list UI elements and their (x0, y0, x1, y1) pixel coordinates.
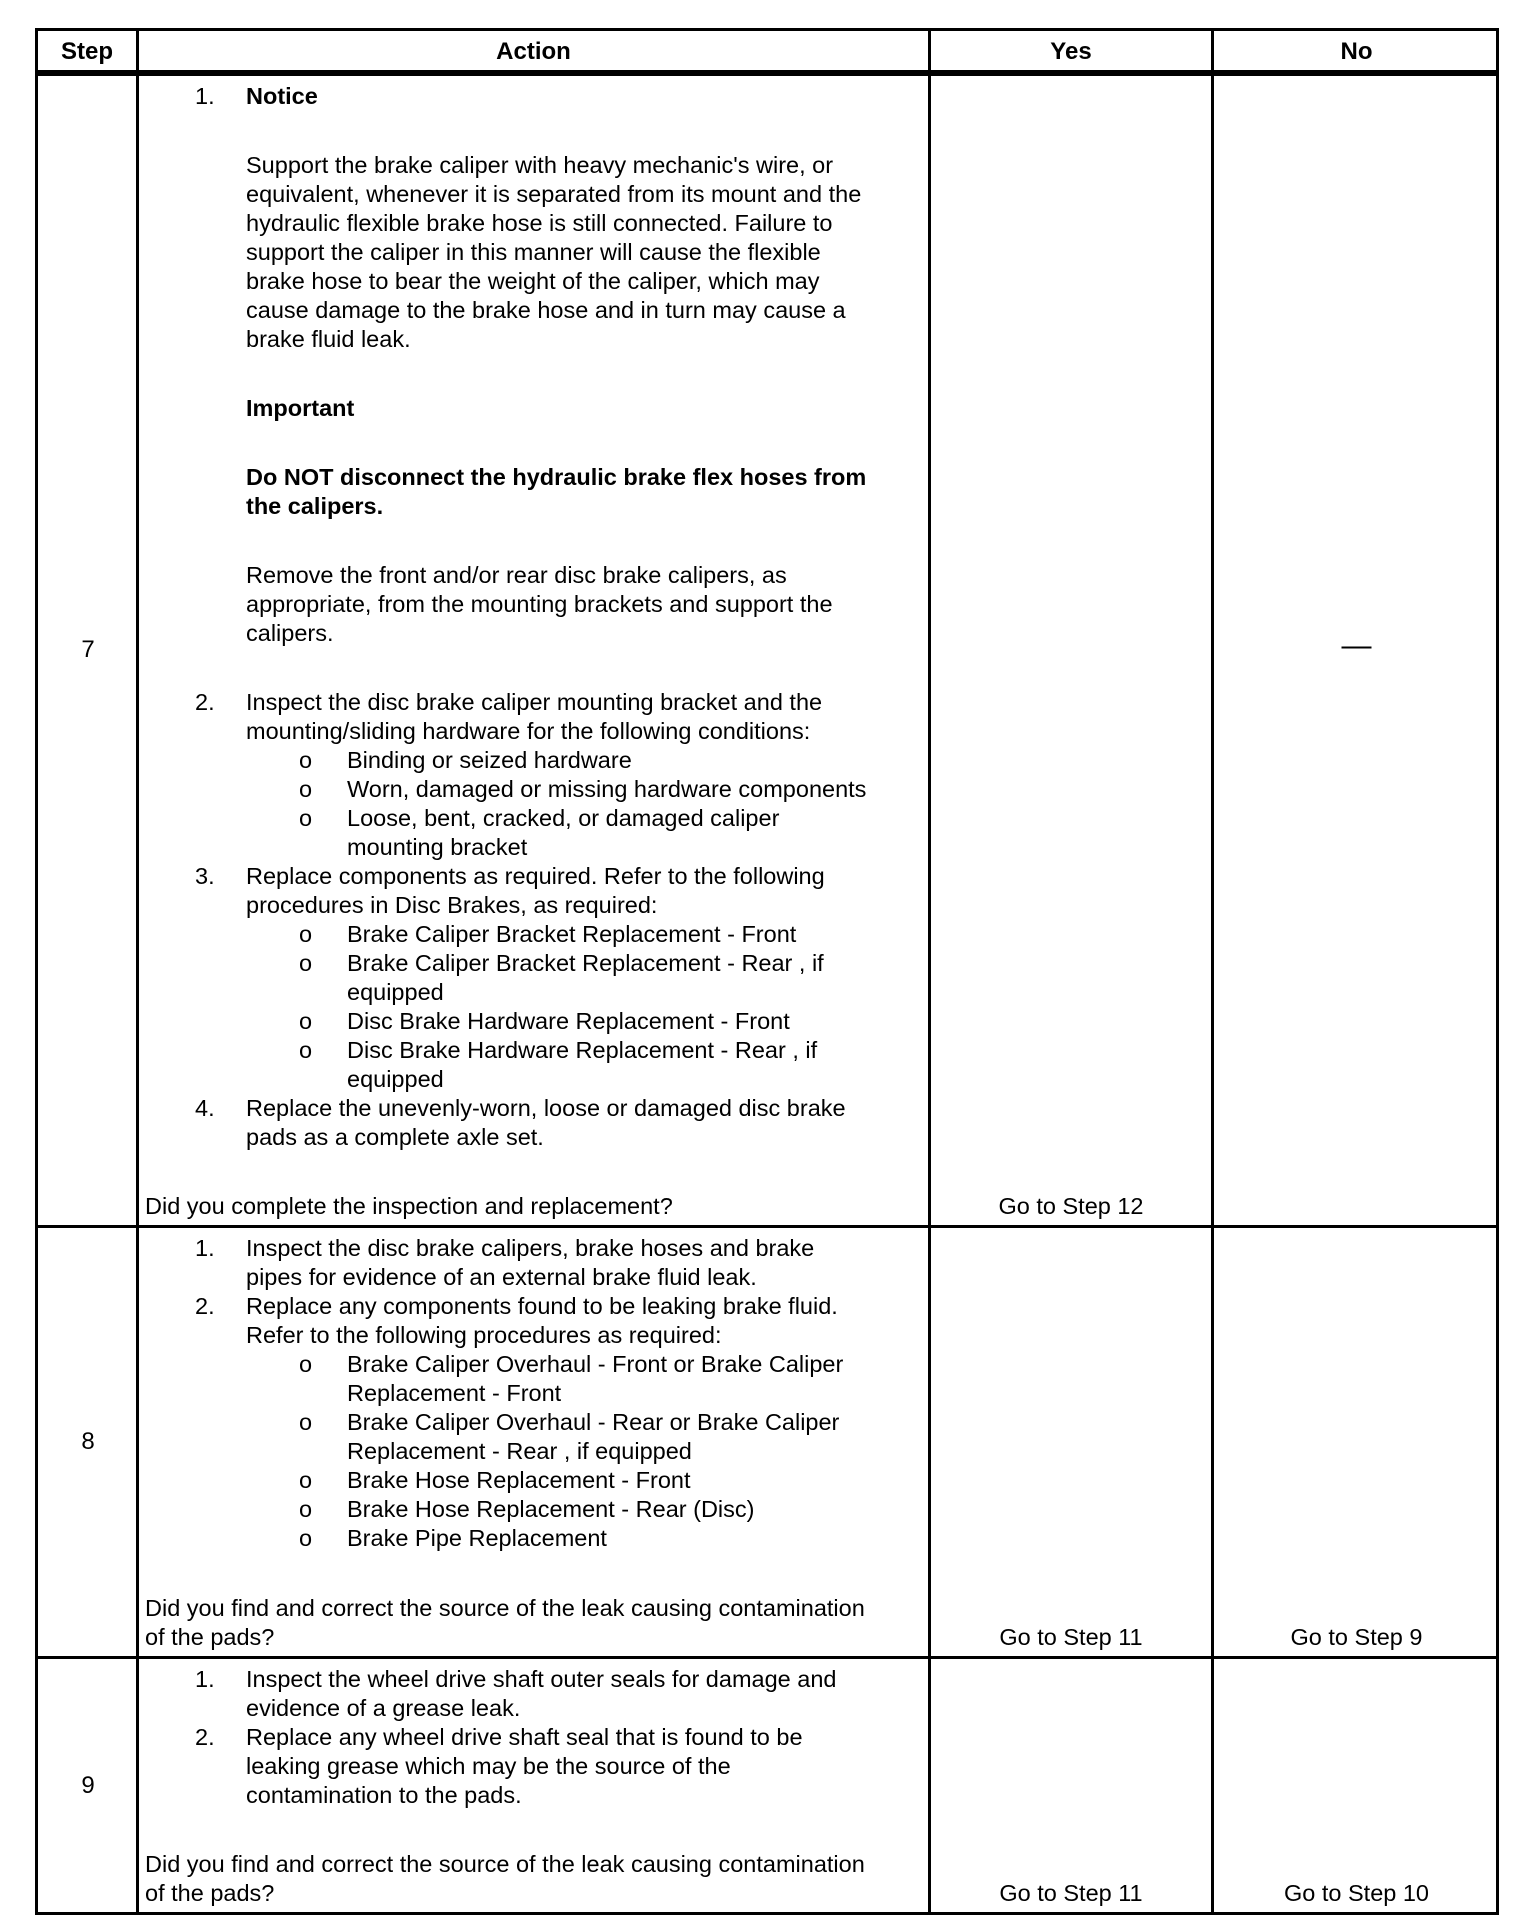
notice-line: support the caliper in this manner will cause the flexible (246, 239, 821, 265)
header-divider (38, 73, 1496, 76)
instruction-line: contamination to the pads. (246, 1782, 522, 1808)
list-number: 4. (195, 1095, 215, 1121)
bullet-marker: o (299, 1351, 313, 1377)
procedure-link[interactable]: Brake Pipe Replacement (347, 1525, 607, 1551)
no-answer[interactable]: Go to Step 10 (1283, 1880, 1430, 1906)
list-number: 3. (195, 863, 215, 889)
bullet-marker: o (299, 1037, 313, 1063)
header-no: No (1340, 38, 1373, 65)
instruction-line: Inspect the wheel drive shaft outer seals for damage and (246, 1666, 837, 1692)
list-number: 1. (195, 1235, 215, 1261)
notice-line: brake hose to bear the weight of the caliper, which may (246, 268, 820, 294)
remove-line: calipers. (246, 620, 334, 646)
step-number: 8 (81, 1428, 95, 1455)
important-title: Important (246, 395, 355, 421)
yes-answer[interactable]: Go to Step 12 (998, 1193, 1144, 1219)
yes-answer[interactable]: Go to Step 11 (999, 1624, 1143, 1650)
bullet-marker: o (299, 950, 313, 976)
replace-line: Replace components as required. Refer to the following (246, 863, 825, 889)
inspect-line: mounting/sliding hardware for the following conditions: (246, 718, 811, 744)
step-question: Did you find and correct the source of the leak causing contamination (145, 1851, 865, 1877)
step-number: 9 (81, 1772, 95, 1799)
list-number: 2. (195, 1293, 215, 1319)
notice-line: hydraulic flexible brake hose is still connected. Failure to (246, 210, 833, 236)
procedure-link[interactable]: Brake Hose Replacement - Rear (Disc) (347, 1496, 755, 1522)
remove-line: Remove the front and/or rear disc brake calipers, as (246, 562, 787, 588)
no-answer[interactable]: Go to Step 9 (1290, 1624, 1423, 1650)
important-line: the calipers. (246, 493, 384, 519)
bullet-marker: o (299, 1409, 313, 1435)
instruction-line: pipes for evidence of an external brake fluid leak. (246, 1264, 757, 1290)
condition-item: Loose, bent, cracked, or damaged caliper (347, 805, 780, 831)
instruction-line: evidence of a grease leak. (246, 1695, 521, 1721)
pads-line: pads as a complete axle set. (246, 1124, 544, 1150)
instruction-line: Refer to the following procedures as required: (246, 1322, 722, 1348)
step-question: Did you complete the inspection and replacement? (145, 1193, 673, 1219)
procedure-link[interactable]: Disc Brake Hardware Replacement - Rear , if (347, 1037, 818, 1063)
procedure-link[interactable]: Brake Caliper Bracket Replacement - Rear , if (347, 950, 824, 976)
important-line: Do NOT disconnect the hydraulic brake flex hoses from (246, 464, 867, 490)
notice-line: Support the brake caliper with heavy mechanic's wire, or (246, 152, 834, 178)
procedure-link-cont: equipped (347, 979, 444, 1005)
bullet-marker: o (299, 1008, 313, 1034)
bullet-marker: o (299, 1467, 313, 1493)
notice-line: brake fluid leak. (246, 326, 411, 352)
instruction-line: Inspect the disc brake calipers, brake hoses and brake (246, 1235, 815, 1261)
list-number: 2. (195, 1724, 215, 1750)
inspect-line: Inspect the disc brake caliper mounting bracket and the (246, 689, 823, 715)
condition-item: Worn, damaged or missing hardware components (347, 776, 867, 802)
step-number: 7 (81, 636, 95, 663)
yes-answer[interactable]: Go to Step 11 (999, 1880, 1143, 1906)
replace-line: procedures in Disc Brakes, as required: (246, 892, 658, 918)
bullet-marker: o (299, 747, 313, 773)
list-number: 1. (195, 1666, 215, 1692)
list-number: 2. (195, 689, 215, 715)
bullet-marker: o (299, 776, 313, 802)
bullet-marker: o (299, 1496, 313, 1522)
bullet-marker: o (299, 805, 313, 831)
bullet-marker: o (299, 1525, 313, 1551)
bullet-marker: o (299, 921, 313, 947)
condition-item: Binding or seized hardware (347, 747, 632, 773)
header-action: Action (496, 38, 571, 65)
procedure-link[interactable]: Brake Caliper Overhaul - Rear or Brake Caliper (347, 1409, 840, 1435)
procedure-link[interactable]: Brake Caliper Bracket Replacement - Front (347, 921, 797, 947)
header-yes: Yes (1050, 38, 1092, 65)
no-answer: — (1341, 629, 1372, 662)
list-number: 1. (195, 83, 215, 109)
notice-line: equivalent, whenever it is separated from its mount and the (246, 181, 862, 207)
instruction-line: Replace any wheel drive shaft seal that is found to be (246, 1724, 803, 1750)
procedure-link[interactable]: Brake Hose Replacement - Front (347, 1467, 691, 1493)
pads-line: Replace the unevenly-worn, loose or damaged disc brake (246, 1095, 846, 1121)
diagnostic-table (35, 28, 1499, 1915)
remove-line: appropriate, from the mounting brackets and support the (246, 591, 833, 617)
notice-title: Notice (246, 83, 318, 109)
instruction-line: leaking grease which may be the source of the (246, 1753, 731, 1779)
step-question: Did you find and correct the source of the leak causing contamination (145, 1595, 865, 1621)
procedure-link-cont: equipped (347, 1066, 444, 1092)
header-step: Step (60, 38, 113, 65)
procedure-link[interactable]: Disc Brake Hardware Replacement - Front (347, 1008, 790, 1034)
row-divider (38, 1225, 1496, 1228)
condition-item-cont: mounting bracket (347, 834, 528, 860)
row-divider (38, 1656, 1496, 1659)
procedure-link[interactable]: Brake Caliper Overhaul - Front or Brake Caliper (347, 1351, 844, 1377)
column-divider (136, 31, 139, 1912)
notice-line: cause damage to the brake hose and in turn may cause a (246, 297, 846, 323)
step-question: of the pads? (145, 1880, 275, 1906)
procedure-link-cont: Replacement - Rear , if equipped (347, 1438, 692, 1464)
step-question: of the pads? (145, 1624, 275, 1650)
instruction-line: Replace any components found to be leaking brake fluid. (246, 1293, 838, 1319)
procedure-link-cont: Replacement - Front (347, 1380, 562, 1406)
